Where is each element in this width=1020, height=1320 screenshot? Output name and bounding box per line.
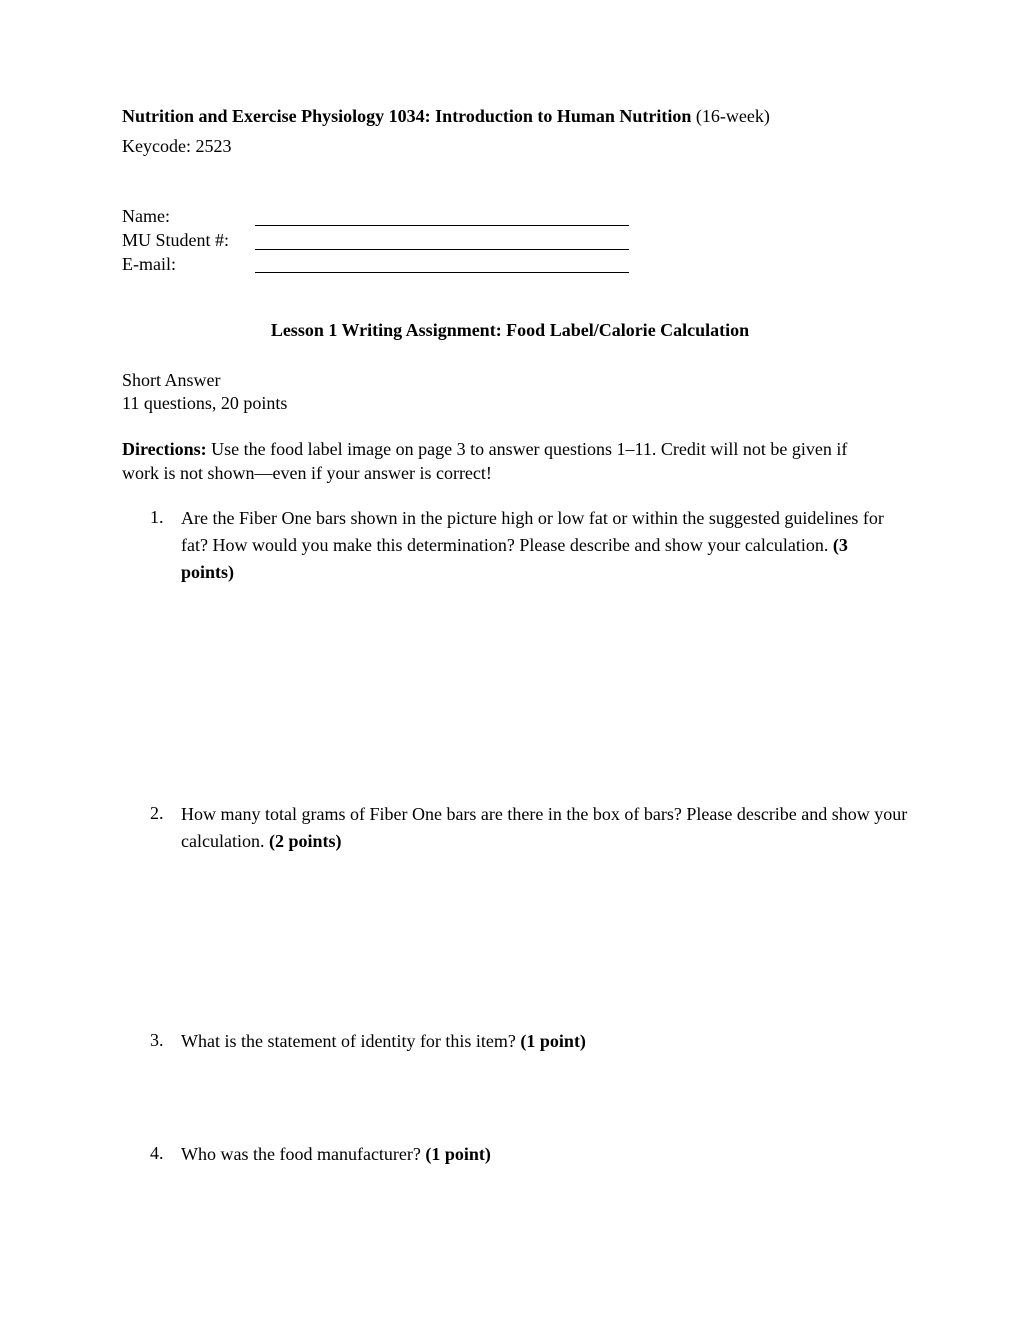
question-number: 1. — [150, 507, 164, 527]
question-number: 4. — [150, 1143, 164, 1163]
question-points: (2 points) — [268, 831, 342, 851]
name-label: Name: — [122, 206, 170, 226]
section-type: Short Answer — [122, 370, 221, 390]
question-3 — [181, 1028, 911, 1055]
course-suffix: (16-week) — [695, 106, 770, 126]
student-number-field[interactable] — [255, 249, 629, 250]
student-number-label: MU Student #: — [122, 230, 230, 250]
course-title: Nutrition and Exercise Physiology 1034: Introduction to Human Nutrition — [122, 106, 692, 126]
question-number: 2. — [150, 803, 164, 823]
question-2 — [181, 801, 911, 855]
email-field[interactable] — [255, 272, 629, 273]
assignment-title: Lesson 1 Writing Assignment: Food Label/Calorie Calculation — [270, 320, 750, 340]
question-number: 3. — [150, 1030, 164, 1050]
directions-text: Use the food label image on page 3 to answer questions 1–11. Credit will not be given if work is not shown—even if your answer is correct! — [122, 439, 848, 483]
question-4 — [181, 1141, 911, 1168]
question-points: (1 point) — [520, 1031, 586, 1051]
name-field[interactable] — [255, 225, 629, 226]
question-points: (3 points) — [181, 535, 848, 582]
keycode: Keycode: 2523 — [122, 136, 232, 156]
email-label: E-mail: — [122, 254, 176, 274]
directions-label: Directions: — [122, 439, 207, 459]
directions — [122, 437, 882, 485]
question-text: What is the statement of identity for this item? — [181, 1031, 516, 1051]
section-summary: 11 questions, 20 points — [122, 393, 288, 413]
question-1 — [181, 505, 891, 586]
course-header — [122, 104, 770, 128]
question-text: Who was the food manufacturer? — [181, 1144, 421, 1164]
question-text: How many total grams of Fiber One bars are there in the box of bars? Please describe and show your calculation. — [181, 804, 908, 851]
question-text: Are the Fiber One bars shown in the picture high or low fat or within the suggested guidelines for fat? How would you make this determination? Please describe and show your calculation. — [181, 508, 884, 555]
question-points: (1 point) — [425, 1144, 491, 1164]
